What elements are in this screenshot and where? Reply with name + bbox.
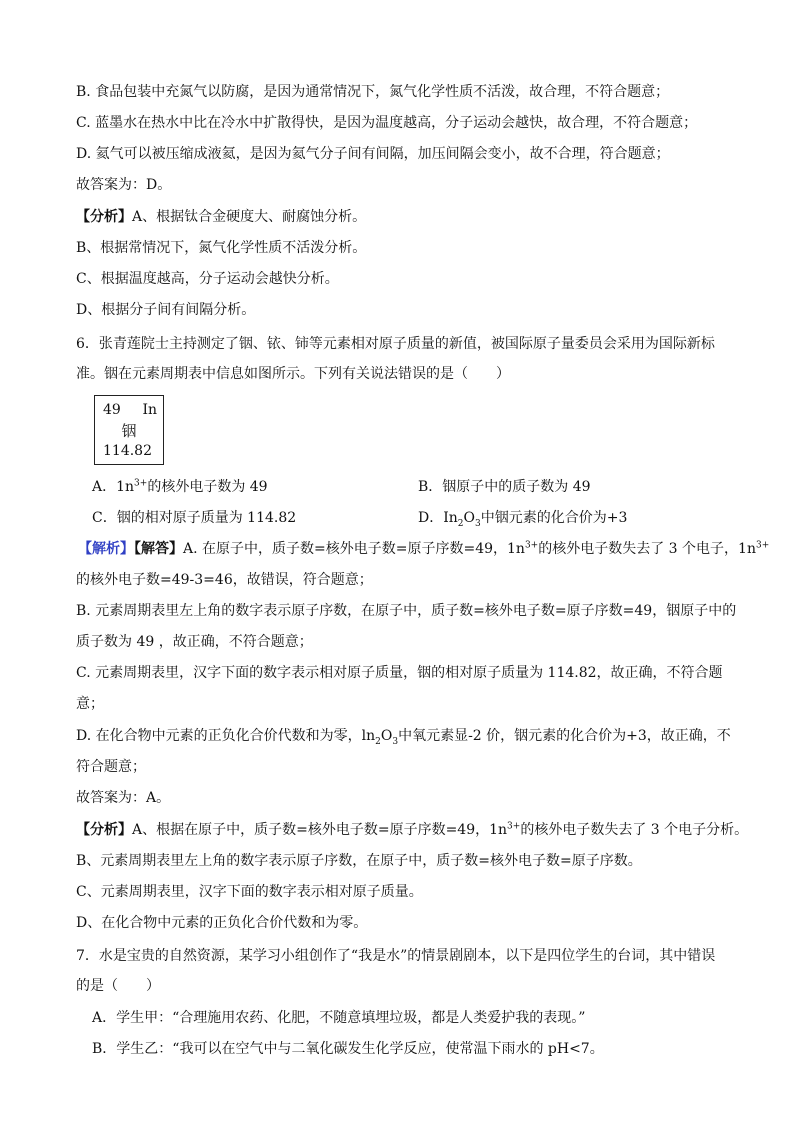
analysis-tag: 【分析】	[76, 822, 132, 838]
analysis-tag: 【分析】	[76, 209, 132, 225]
option-d-mid: O	[463, 510, 475, 526]
option-b: B．铟原子中的质子数为 49	[418, 479, 591, 495]
analysis-text: A、根据在原子中，质子数=核外电子数=原子序数=49，1n	[132, 822, 508, 838]
text-line: C. 蓝墨水在热水中比在冷水中扩散得快，是因为温度越高，分子运动会越快，故合理，不符合题意；	[76, 115, 698, 131]
solution-d-line2: 符合题意；	[76, 759, 146, 775]
superscript: 3+	[134, 478, 148, 489]
text-line: B. 食品包装中充氮气以防腐，是因为通常情况下，氮气化学性质不活泼，故合理，不符合题意；	[76, 84, 670, 100]
answer-line: 故答案为：A。	[76, 790, 171, 806]
solution-d-line1	[76, 726, 734, 746]
analysis-a-line	[76, 820, 749, 840]
subscript: 2	[457, 518, 464, 529]
solution-text: D. 在化合物中元素的正负化合价代数和为零，ln	[76, 728, 376, 744]
superscript: 3+	[507, 821, 521, 832]
superscript: 3+	[524, 540, 539, 551]
solution-tag: 【解析】	[78, 541, 134, 557]
question-6-stem: 6．张青莲院士主持测定了铟、铱、铈等元素相对原子质量的新值，被国际原子量委员会采用为国际新标	[76, 336, 715, 352]
element-symbol: In	[142, 402, 157, 418]
answer-tag: 【解答】	[134, 541, 183, 557]
solution-a-line1	[78, 539, 770, 559]
option-c: C．铟的相对原子质量为 114.82	[92, 510, 297, 526]
option-d-pre: D．In	[418, 510, 458, 526]
solution-c-line2: 意；	[76, 696, 104, 712]
subscript: 3	[392, 736, 399, 747]
solution-text: A. 在原子中，质子数=核外电子数=原子序数=49，1n	[183, 541, 525, 557]
text-line: C、根据温度越高，分子运动会越快分析。	[76, 271, 339, 287]
option-a-pre: A．1n	[92, 479, 135, 495]
solution-text: 的核外电子数失去了 3 个电子，1n	[538, 541, 756, 557]
text-line: B、根据常情况下，氮气化学性质不活泼分析。	[76, 240, 367, 256]
question-7-stem: 的是（ ）	[76, 978, 160, 994]
option-a-post: 的核外电子数为 49	[147, 479, 268, 495]
option-d	[418, 508, 627, 528]
solution-c-line1: C. 元素周期表里，汉字下面的数字表示相对原子质量，铟的相对原子质量为 114.82，故正确，不符合题	[76, 665, 723, 681]
analysis-d-line: D、在化合物中元素的正负化合价代数和为零。	[76, 915, 368, 931]
q7-option-b: B．学生乙：“我可以在空气中与二氧化碳发生化学反应，使常温下雨水的 pH<7。	[92, 1041, 604, 1057]
element-name: 铟	[121, 422, 137, 440]
analysis-text: 的核外电子数失去了 3 个电子分析。	[520, 822, 749, 838]
analysis-b-line: B、元素周期表里左上角的数字表示原子序数，在原子中，质子数=核外电子数=原子序数。	[76, 853, 642, 869]
text-line: D、根据分子间有间隔分析。	[76, 302, 256, 318]
superscript: 3+	[755, 540, 770, 551]
question-7-stem: 7．水是宝贵的自然资源，某学习小组创作了“我是水”的情景剧剧本，以下是四位学生的台词，其中错误	[76, 948, 716, 964]
option-a	[92, 477, 268, 497]
q7-option-a: A．学生甲：“合理施用农药、化肥，不随意填埋垃圾，都是人类爱护我的表现。”	[92, 1010, 586, 1026]
element-tile-indium	[94, 395, 164, 465]
solution-text: 中氧元素显-2 价，铟元素的化合价为+3，故正确，不	[398, 728, 731, 744]
solution-b-line1: B. 元素周期表里左上角的数字表示原子序数，在原子中，质子数=核外电子数=原子序数=49，铟原子中的	[76, 603, 737, 619]
atomic-mass: 114.82	[103, 443, 152, 459]
question-6-stem: 准。铟在元素周期表中信息如图所示。下列有关说法错误的是（ ）	[76, 366, 510, 382]
atomic-number: 49	[103, 402, 121, 418]
solution-b-line2: 质子数为 49 ，故正确，不符合题意；	[76, 634, 313, 650]
solution-a-line2: 的核外电子数=49-3=46，故错误，符合题意；	[76, 572, 373, 588]
analysis-text: A、根据钛合金硬度大、耐腐蚀分析。	[132, 209, 367, 225]
analysis-line	[76, 207, 734, 227]
subscript: 3	[475, 518, 481, 529]
option-d-post: 中铟元素的化合价为+3	[480, 510, 628, 526]
text-line: 故答案为：D。	[76, 177, 172, 193]
text-line: D. 氦气可以被压缩成液氦，是因为氦气分子间有间隔，加压间隔会变小，故不合理，符合题意；	[76, 146, 670, 162]
solution-text: O	[380, 728, 393, 744]
analysis-c-line: C、元素周期表里，汉字下面的数字表示相对原子质量。	[76, 884, 423, 900]
subscript: 2	[375, 736, 381, 747]
